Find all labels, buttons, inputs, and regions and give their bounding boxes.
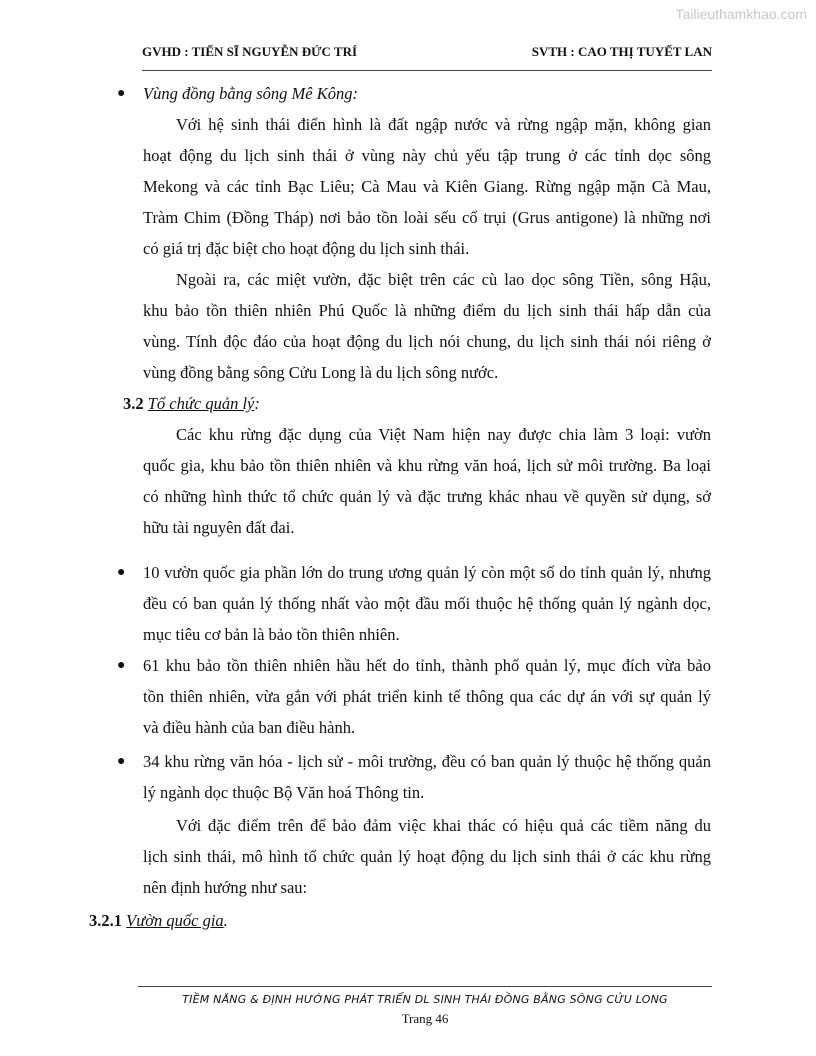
paragraph-line: Ngoài ra, các miệt vườn, đặc biệt trên các cù lao dọc sông Tiền, sông Hậu, <box>176 270 711 289</box>
section-title-suffix: : <box>254 394 260 413</box>
paragraph-line: hoạt động du lịch sinh thái ở vùng này chủ yếu tập trung ở các tỉnh dọc sông <box>143 146 711 165</box>
section-title-suffix: . <box>223 911 228 930</box>
paragraph-line: Các khu rừng đặc dụng của Việt Nam hiện nay được chia làm 3 loại: vườn <box>176 425 711 444</box>
paragraph-line: vùng đồng bằng sông Cửu Long là du lịch sông nước. <box>143 363 499 382</box>
list-item-line: và điều hành của ban điều hành. <box>143 718 356 737</box>
paragraph-line: Với hệ sinh thái điển hình là đất ngập nước và rừng ngập mặn, không gian <box>176 115 711 134</box>
bullet-icon: ● <box>117 658 126 673</box>
bullet-icon: ● <box>117 86 126 101</box>
paragraph-line: lịch sinh thái, mô hình tổ chức quản lý hoạt động du lịch sinh thái ở các khu rừng <box>143 847 711 866</box>
list-item-line: 61 khu bảo tồn thiên nhiên hầu hết do tỉnh, thành phố quản lý, mục đích vừa bảo <box>143 656 711 675</box>
list-item-line: lý ngành dọc thuộc Bộ Văn hoá Thông tin. <box>143 783 425 802</box>
header-student: SVTH : CAO THỊ TUYẾT LAN <box>531 44 712 59</box>
footer-divider <box>138 986 712 987</box>
list-item-line: 34 khu rừng văn hóa - lịch sử - môi trường, đều có ban quản lý thuộc hệ thống quản <box>143 752 711 771</box>
watermark: Tailieuthamkhao.com <box>675 6 807 22</box>
section-title: Tổ chức quản lý <box>147 394 255 413</box>
paragraph-line: nên định hướng như sau: <box>143 878 308 897</box>
section-heading-3-2 <box>123 394 260 414</box>
footer-title: TIỀM NĂNG & ĐỊNH HƯỚNG PHÁT TRIỂN DL SINH THÁI ĐỒNG BẰNG SÔNG CỬU LONG <box>182 993 668 1006</box>
section-number: 3.2.1 <box>89 911 122 930</box>
paragraph-line: quốc gia, khu bảo tồn thiên nhiên và khu rừng văn hoá, lịch sử môi trường. Ba loại <box>143 456 711 475</box>
section-number: 3.2 <box>123 394 144 413</box>
bullet-icon: ● <box>117 754 126 769</box>
section-title-mekong: Vùng đồng bằng sông Mê Kông: <box>143 84 358 103</box>
paragraph-line: Tràm Chim (Đồng Tháp) nơi bảo tồn loài sếu cổ trụi (Grus antigone) là những nơi <box>143 208 711 227</box>
bullet-icon: ● <box>117 565 126 580</box>
list-item-line: 10 vườn quốc gia phần lớn do trung ương quản lý còn một số do tỉnh quản lý, nhưng <box>143 563 711 582</box>
section-title: Vườn quốc gia <box>126 911 224 930</box>
list-item-line: mục tiêu cơ bản là bảo tồn thiên nhiên. <box>143 625 400 644</box>
paragraph-line: vùng. Tính độc đáo của hoạt động du lịch nói chung, du lịch sinh thái nói riêng ở <box>143 332 711 351</box>
header-divider <box>142 70 712 71</box>
paragraph-line: khu bảo tồn thiên nhiên Phú Quốc là những điểm du lịch sinh thái hấp dẫn của <box>143 301 711 320</box>
paragraph-line: có những hình thức tổ chức quản lý và đặc trưng khác nhau về quyền sử dụng, sở <box>143 487 711 506</box>
header-advisor: GVHD : TIẾN SĨ NGUYỄN ĐỨC TRÍ <box>142 44 358 59</box>
paragraph-line: hữu tài nguyên đất đai. <box>143 518 295 537</box>
page-number: Trang 46 <box>401 1011 449 1026</box>
section-heading-3-2-1 <box>89 911 228 931</box>
list-item-line: đều có ban quản lý thống nhất vào một đầu mối thuộc hệ thống quản lý ngành dọc, <box>143 594 711 613</box>
paragraph-line: Mekong và các tỉnh Bạc Liêu; Cà Mau và Kiên Giang. Rừng ngập mặn Cà Mau, <box>143 177 711 196</box>
paragraph-line: Với đặc điểm trên để bảo đảm việc khai thác có hiệu quả các tiềm năng du <box>176 816 711 835</box>
paragraph-line: có giá trị đặc biệt cho hoạt động du lịch sinh thái. <box>143 239 470 258</box>
list-item-line: tồn thiên nhiên, vừa gắn với phát triển kinh tế thông qua các dự án với sự quản lý <box>143 687 711 706</box>
page-header <box>142 44 712 60</box>
